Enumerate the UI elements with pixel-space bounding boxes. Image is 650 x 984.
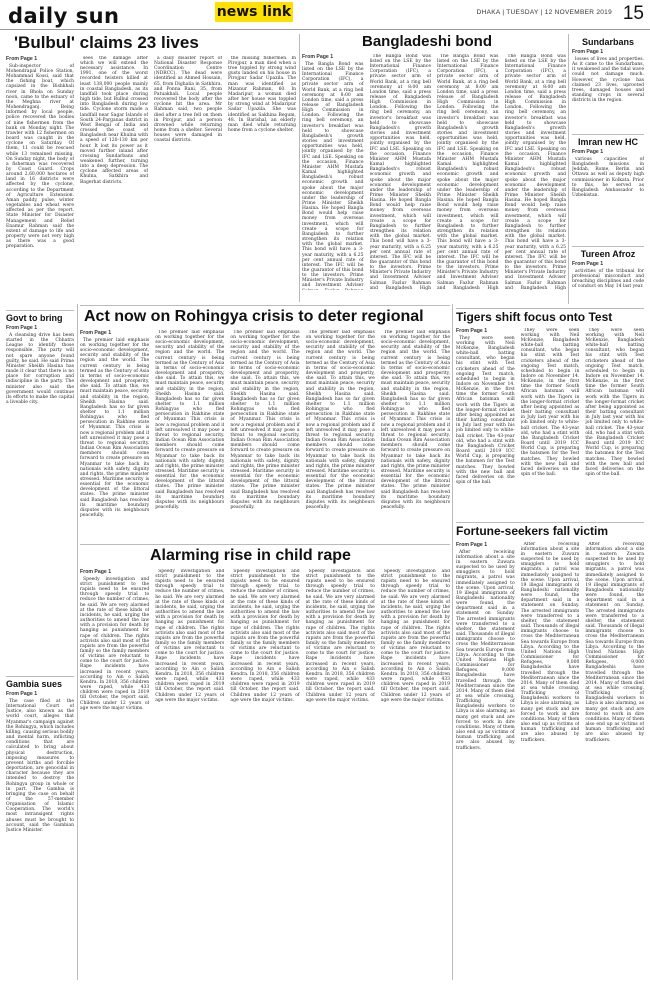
article-text: losses of lives and properties. As it came to the Sundarbans, it weakened and the tidal wave could not damage much. However, the cyclone has claimed 23 lives, uprooted trees, damaged houses and standing crops in several districts in the region. (572, 57, 644, 104)
from-page-label: From Page 1 (572, 261, 604, 267)
article-text: After receiving information about a site in eastern Zuwara suspected to be used by smugglers to hold migrants, a patrol was immediately assigned to the scene. Upon arrival, 19 illegal immigrants of Bangladeshi nationality were found, the department said in a statement on Sunday. The arrested immigrants were transferred to a shelter, the statement said. Thousands of illegal immigrants choose to cross the Mediterranean Sea towards Europe from Libya. According to the United Nations High Commissioner for Refugees, 9,000 Bangladeshis have travelled through the Mediterranean since the 2014. Many of them died at sea while crossing. Trafficking of Bangladeshi workers to Libya is also alarming, as many get stuck and are forced to work in dire conditions. Many of them also end up as victims of human trafficking and are also abused by traffickers. (520, 541, 580, 743)
article-text: They were seen working with Neil McKenzie, Bangladesh white-ball batting consultant, who began his stint with Test cricketers ahead of the ongoing Test match, scheduled to begin in Indore on November 14. McKenzie, in the first time the former South African batsman will work with the Tigers in the longer-format cricket after being appointed as their batting consultant in July last year with his job limited only to white-ball cricket. The 43-year old, who had a stint with the Bangladesh Cricket Board until 2019 ICC World Cup, is preparing the batsmen for the Test matches. They bowled with the new ball and faced deliveries on the spin of the ball. (520, 327, 580, 477)
article-text: The premier laid emphasis on working together for the socio-economic development, security and stability of the region and the world. The current century is being termed as the Century of Asia in terms of socio-economic development and prosperity, she said. To attain this, we must maintain peace, security and stability in the region, Sheikh Hasina said. Bangladesh has so far given shelter to 1.1 million Rohingyas who fled persecution in Rakhine state of Myanmar. This crisis is now a regional problem and if left unresolved it may pose a threat to regional security. Indian Ocean Rim Association members should come forward to create pressure on Myanmar to take back its nationals with safety, dignity and rights, the prime minister stressed. Maritime security is essential for the economic development of the littoral states. The prime minister said Bangladesh has resolved its maritime boundary disputes with its neighbours peacefully. (380, 329, 450, 511)
article-text: A cleansing drive has been started in the Chhatra League to identify those responsible. The party will not spare anyone found guilty, he said. He said Prime Minister Sheikh Hasina has made it clear that there is no place for corruption and indiscipline in the party. The minister also said the government would continue its efforts to make the capital a liveable city. (6, 333, 74, 406)
article-text: The premier laid emphasis on working together for the socio-economic development, security and stability of the region and the world. The current century is being termed as the Century of Asia in terms of socio-economic development and prosperity, she said. To attain this, we must maintain peace, security and stability in the region, Sheikh Hasina said. Bangladesh has so far given shelter to 1.1 million Rohingyas who fled persecution in Rakhine state of Myanmar. This crisis is now a regional problem and if left unresolved it may pose a threat to regional security. Indian Ocean Rim Association members should come forward to create pressure on Myanmar to take back its nationals with safety, dignity and rights, the prime minister stressed. Maritime security is essential for the economic development of the littoral states. The prime minister said Bangladesh has resolved its maritime boundary disputes with its neighbours peacefully. (305, 329, 375, 511)
from-page-label: From Page 1 (80, 568, 112, 575)
article-text: After receiving information about a site in eastern Zuwara suspected to be used by smugglers to hold migrants, a patrol was immediately assigned to the scene. Upon arrival, 19 illegal immigrants of Bangladeshi nationality were found, the department said in a statement on Sunday. The arrested immigrants were transferred to a shelter, the statement said. Thousands of illegal immigrants choose to cross the Mediterranean Sea towards Europe from Libya. According to the United Nations High Commissioner for Refugees, 9,000 Bangladeshis have travelled through the Mediterranean since the 2014. Many of them died at sea while crossing. Trafficking of Bangladeshi workers to Libya is also alarming, as many get stuck and are forced to work in dire conditions. Many of them also end up as victims of human trafficking and are also abused by traffickers. (585, 541, 644, 743)
masthead (0, 0, 650, 30)
from-page-label: From Page 1 (6, 55, 38, 62)
article-text: sees the damage after which we will extend the necessary assistance. In 1991, one of the worst recorded twisters killed at least 138,000 people mainly in coastal Bangladesh, as its landfall took place during high tide, but Bulbul crossed into Bangladesh during low tide. Cyclone storm made a landfall near Sagar Islands of South 24-Parganas district in West Bengal of India and crossed the coast of Bangladesh near Khulna with a speed of 120-130 km per hour. It lost its power as it moved further inland after crossing Sundarbans and weakened further, turning into a deep depression. The cyclone affected areas of Khulna, Satkhira and Bagerhat districts. (80, 55, 148, 185)
newspaper-brand: daily sun (8, 4, 120, 28)
headline-bangladeshi-bond: Bangladeshi bond (362, 34, 493, 50)
from-page-label: From Page 1 (572, 49, 604, 55)
article-text: The Bangla Bond was listed on the LSE by the International Finance Corporation (IFC), a private sector arm of World Bank, at a ring bell ceremony at 8:00 am London time, said a press release of Bangladesh High Commission in London. Following the ring bell ceremony, an investor's breakfast was held to showcase Bangladesh's growth stories and investment opportunities was held, jointly organised by the IFC and LSE. Speaking on the occasion, Finance Minister AHM Mustafa Kamal highlighted Bangladesh's robust economic growth and spoke about the major economic development under the leadership of Prime Minister Sheikh Hasina. He hoped Bangla Bond would help raise money from overseas investment, which will create a scope for Bangladesh to further strengthen its relation with the global market. This bond will have a 3-year maturity, with a 6.25 per cent annual rate of interest. The IFC will be the guarantor of this bond to the investors. Prime Minister's Private Industry and Investment Adviser (302, 61, 364, 289)
from-page-label: From Page 1 (6, 691, 38, 697)
article-imran (572, 134, 644, 244)
headline-fortune-seekers: Fortune-seekers fall victim (456, 524, 609, 538)
article-text: The premier laid emphasis on working together for the socio-economic development, security and stability of the region and the world. The current century is being termed as the Century of Asia in terms of socio-economic development and prosperity, she said. To attain this, we must maintain peace, security and stability in the region, Sheikh Hasina said. Bangladesh has so far given shelter to 1.1 million Rohingyas who fled persecution in Rakhine state of Myanmar. This crisis is now a regional problem and if left unresolved it may pose a threat to regional security. Indian Ocean Rim Association members should come forward to create pressure on Myanmar to take back its nationals with safety, dignity and rights, the prime minister stressed. Maritime security is essential for the economic development of the littoral states. The prime minister said Bangladesh has resolved its maritime boundary disputes with its neighbours peacefully. (230, 329, 300, 511)
article-text: the missing fishermen. In Pirojpur, a man died when a tree toppled by strong wind gusts landed on his house in Pirojpur Sadar Upazila. The man was identified as Mizanur Rahman, 60. In Madaripur, a woman died after her house was toppled by strong wind at Madaripur Sadar Upazila. She was identified as Sakhina Begum, 48. In Barishal, an elderly man died while returning home from a cyclone shelter. (228, 55, 296, 134)
article-text: The Bangla Bond was listed on the LSE by the International Finance Corporation (IFC), a private sector arm of World Bank, at a ring bell ceremony at 8:00 am London time, said a press release of Bangladesh High Commission in London. Following the ring bell ceremony, an investor's breakfast was held to showcase Bangladesh's growth stories and investment opportunities was held, jointly organised by the IFC and LSE. Speaking on the occasion, Finance Minister AHM Mustafa Kamal highlighted Bangladesh's robust economic growth and spoke about the major economic development under the leadership of Prime Minister Sheikh Hasina. He hoped Bangla Bond would help raise money from overseas investment, which will create a scope for Bangladesh to further strengthen its relation with the global market. This bond will have a 3-year maturity, with a 6.25 per cent annual rate of interest. The IFC will be the guarantor of this bond to the investors. Prime Minister's Private Industry and Investment Adviser Salman Fazlur Rahman and Bangladesh High (504, 53, 566, 290)
article-text: Speedy investigation and strict punishment to the rapists need to be ensured through speedy trial to reduce the number of crimes, he said. We are very alarmed at the rate of these kinds of incidents, he said, urging the authorities to amend the law with a provision for death by hanging as punishment for rape of children. The rights activists also said most of the rapists are from the powerful family so the family members of victims are reluctant to come to the court for justice. Rape incidents have increased in recent years, according to Ain o Salish Kendra. In 2018, 356 children were raped, while 433 children were raped in 2019 till October, the report said. Children under 12 years of age were the major victims. (80, 576, 150, 711)
headline-tigers: Tigers shift focus onto Test (456, 310, 613, 324)
subhead-govt: Govt to bring (6, 313, 63, 323)
headline-child-rape: Alarming rise in child rape (150, 547, 351, 564)
from-page-label: From Page 1 (6, 325, 38, 331)
article-text: After receiving information about a site in eastern Zuwara suspected to be used by smugglers to hold migrants, a patrol was immediately assigned to the scene. Upon arrival, 19 illegal immigrants of Bangladeshi nationality were found, the department said in a statement on Sunday. The arrested immigrants were transferred to a shelter, the statement said. Thousands of illegal immigrants choose to cross the Mediterranean Sea towards Europe from Libya. According to the United Nations High Commissioner for Refugees, 9,000 Bangladeshis have travelled through the Mediterranean since the 2014. Many of them died at sea while crossing. Trafficking of Bangladeshi workers to Libya is also alarming, as many get stuck and are forced to work in dire conditions. Many of them also end up as victims of human trafficking and are also abused by traffickers. (456, 549, 515, 751)
article-text: Speedy investigation and strict punishment to the rapists need to be ensured through speedy trial to reduce the number of crimes, he said. We are very alarmed at the rate of these kinds of incidents, he said, urging the authorities to amend the law with a provision for death by hanging as punishment for rape of children. The rights activists also said most of the rapists are from the powerful family so the family members of victims are reluctant to come to the court for justice. Rape incidents have increased in recent years, according to Ain o Salish Kendra. In 2018, 356 children were raped, while 433 children were raped in 2019 till October, the report said. Children under 12 years of age were the major victims. (380, 568, 450, 703)
article-bangladeshi-bond (302, 34, 566, 296)
article-text: They were seen working with Neil McKenzie, Bangladesh white-ball batting consultant, who began his stint with Test cricketers ahead of the ongoing Test match, scheduled to begin in Indore on November 14. McKenzie, in the first time the former South African batsman will work with the Tigers in the longer-format cricket after being appointed as their batting consultant in July last year with his job limited only to white-ball cricket. The 43-year old, who had a stint with the Bangladesh Cricket Board until 2019 ICC World Cup, is preparing the batsmen for the Test matches. They bowled with the new ball and faced deliveries on the spin of the ball. (456, 335, 515, 485)
article-text: a daily disaster report of National Disaster Response Coordination Centre (NDRCC). The dead were identified as Ahmed Hossain, 65, from Dighalia in Satkhira, and Ponna Rani, 35, from Patuakhali. Local people recovered the body after the cyclone hit the area. Mr Rahman said, two people died after a tree fell on them in Pirojpur, and a person drowned while returning home from a shelter. Several houses were damaged in coastal districts. (154, 55, 222, 144)
from-page-label: From Page 1 (572, 149, 604, 155)
article-govt (6, 310, 74, 670)
section-label: news link (216, 4, 292, 20)
article-sundarbans (572, 34, 644, 130)
subhead-imran: Imran new HC (577, 137, 638, 147)
article-text: Speedy investigation and strict punishment to the rapists need to be ensured through speedy trial to reduce the number of crimes, he said. We are very alarmed at the rate of these kinds of incidents, he said, urging the authorities to amend the law with a provision for death by hanging as punishment for rape of children. The rights activists also said most of the rapists are from the powerful family so the family members of victims are reluctant to come to the court for justice. Rape incidents have increased in recent years, according to Ain o Salish Kendra. In 2018, 356 children were raped, while 433 children were raped in 2019 till October, the report said. Children under 12 years of age were the major victims. (230, 568, 300, 703)
article-fortune-seekers (456, 522, 644, 978)
article-child-rape (80, 544, 450, 978)
from-page-label: From Page 1 (456, 541, 488, 548)
article-text: They were seen working with Neil McKenzie, Bangladesh white-ball batting consultant, who began his stint with Test cricketers ahead of the ongoing Test match, scheduled to begin in Indore on November 14. McKenzie, in the first time the former South African batsman will work with the Tigers in the longer-format cricket after being appointed as their batting consultant in July last year with his job limited only to white-ball cricket. The 43-year old, who had a stint with the Bangladesh Cricket Board until 2019 ICC World Cup, is preparing the batsmen for the Test matches. They bowled with the new ball and faced deliveries on the spin of the ball. (585, 327, 644, 477)
article-text: Speedy investigation and strict punishment to the rapists need to be ensured through speedy trial to reduce the number of crimes, he said. We are very alarmed at the rate of these kinds of incidents, he said, urging the authorities to amend the law with a provision for death by hanging as punishment for rape of children. The rights activists also said most of the rapists are from the powerful family so the family members of victims are reluctant to come to the court for justice. Rape incidents have increased in recent years, according to Ain o Salish Kendra. In 2018, 356 children were raped, while 433 children were raped in 2019 till October, the report said. Children under 12 years of age were the major victims. (155, 568, 225, 703)
article-text: The premier laid emphasis on working together for the socio-economic development, security and stability of the region and the world. The current century is being termed as the Century of Asia in terms of socio-economic development and prosperity, she said. To attain this, we must maintain peace, security and stability in the region, Sheikh Hasina said. Bangladesh has so far given shelter to 1.1 million Rohingyas who fled persecution in Rakhine state of Myanmar. This crisis is now a regional problem and if left unresolved it may pose a threat to regional security. Indian Ocean Rim Association members should come forward to create pressure on Myanmar to take back its nationals with safety, dignity and rights, the prime minister stressed. Maritime security is essential for the economic development of the littoral states. The prime minister said Bangladesh has resolved its maritime boundary disputes with its neighbours peacefully. (155, 329, 225, 511)
subhead-tureen: Tureen Afroz (580, 249, 636, 259)
headline-bulbul: 'Bulbul' claims 23 lives (14, 34, 199, 52)
article-tureen (572, 246, 644, 306)
dateline: DHAKA | TUESDAY | 12 NOVEMBER 2019 (476, 9, 612, 16)
headline-rohingya: Act now on Rohingya crisis to deter regional (84, 308, 424, 325)
article-text: The Bangla Bond was listed on the LSE by the International Finance Corporation (IFC), a private sector arm of World Bank, at a ring bell ceremony at 8:00 am London time, said a press release of Bangladesh High Commission in London. Following the ring bell ceremony, an investor's breakfast was held to showcase Bangladesh's growth stories and investment opportunities was held, jointly organised by the IFC and LSE. Speaking on the occasion, Finance Minister AHM Mustafa Kamal highlighted Bangladesh's robust economic growth and spoke about the major economic development under the leadership of Prime Minister Sheikh Hasina. He hoped Bangla Bond would help raise money from overseas investment, which will create a scope for Bangladesh to further strengthen its relation with the global market. This bond will have a 3-year maturity, with a 6.25 per cent annual rate of interest. The IFC will be the guarantor of this bond to the investors. Prime Minister's Private Industry and Investment Adviser Salman Fazlur Rahman and Bangladesh High (437, 53, 499, 290)
article-tigers (456, 308, 644, 518)
article-text: Speedy investigation and strict punishment to the rapists need to be ensured through speedy trial to reduce the number of crimes, he said. We are very alarmed at the rate of these kinds of incidents, he said, urging the authorities to amend the law with a provision for death by hanging as punishment for rape of children. The rights activists also said most of the rapists are from the powerful family so the family members of victims are reluctant to come to the court for justice. Rape incidents have increased in recent years, according to Ain o Salish Kendra. In 2018, 356 children were raped, while 433 children were raped in 2019 till October, the report said. Children under 12 years of age were the major victims. (305, 568, 375, 703)
article-text: The premier laid emphasis on working together for the socio-economic development, security and stability of the region and the world. The current century is being termed as the Century of Asia in terms of socio-economic development and prosperity, she said. To attain this, we must maintain peace, security and stability in the region, Sheikh Hasina said. Bangladesh has so far given shelter to 1.1 million Rohingyas who fled persecution in Rakhine state of Myanmar. This crisis is now a regional problem and if left unresolved it may pose a threat to regional security. Indian Ocean Rim Association members should come forward to create pressure on Myanmar to take back its nationals with safety, dignity and rights, the prime minister stressed. Maritime security is essential for the economic development of the littoral states. The prime minister said Bangladesh has resolved its maritime boundary disputes with its neighbours peacefully. (80, 337, 150, 519)
article-text: The case filed at the International Court of Justice, also known as the world court, alleges that Myanmar's campaign against the Rohingya, which includes killing, causing serious bodily and mental harm, inflicting conditions that are calculated to bring about physical destruction, imposing measures to prevent births and forcible deportation, are genocidal in character because they are intended to destroy the Rohingya group in whole or in part. The Gambia is bringing the case on behalf of the 57-member Organisation of Islamic Cooperation. The world's most intransigent rights abuses must be brought to account, said the Gambian Justice Minister. (6, 699, 74, 833)
page-number: 15 (622, 3, 644, 24)
article-text: The Bangla Bond was listed on the LSE by the International Finance Corporation (IFC), a private sector arm of World Bank, at a ring bell ceremony at 8:00 am London time, said a press release of Bangladesh High Commission in London. Following the ring bell ceremony, an investor's breakfast was held to showcase Bangladesh's growth stories and investment opportunities was held, jointly organised by the IFC and LSE. Speaking on the occasion, Finance Minister AHM Mustafa Kamal highlighted Bangladesh's robust economic growth and spoke about the major economic development under the leadership of Prime Minister Sheikh Hasina. He hoped Bangla Bond would help raise money from overseas investment, which will create a scope for Bangladesh to further strengthen its relation with the global market. This bond will have a 3-year maturity, with a 6.25 per cent annual rate of interest. The IFC will be the guarantor of this bond to the investors. Prime Minister's Private Industry and Investment Adviser Salman Fazlur Rahman and Bangladesh High (369, 53, 431, 290)
article-rohingya (80, 305, 450, 535)
article-text: Sub-inspector of Mohendrapal Police Station, Mohammad Kossi, said that the fishing boat, which capsized in the Bishkhali river in Bhola on Sunday noon, came to the estuary of the Meghna river at Mohendraganj. Being informed by local people, police recovered the bodies of nine fishermen from the bank on Monday night. The trawler with 12 fishermen on board was caught in the cyclone on Saturday. Of them, 11 could be rescued while 13 remained missing. On Sunday night, the body of a fisherman was recovered by Coast Guard. Crops around 2,60,000 hectares of land in 16 districts were affected by the cyclone, according to the Department of Agriculture Extension. Aman paddy, pulse, winter vegetables and wheat were affected as per the report. State Minister for Disaster Management and Relief Enamur Rahman said the extent of damage to life and property were not very high as there was a good preparation. (6, 63, 74, 250)
article-gambia (6, 676, 74, 976)
article-text: various capacities of Bangladesh missions in Jeddah, Rome, Berlin and Ottawa as well as deputy high commissioner in Kolkata. Prior to this, he served as Bangladesh Ambassador to Uzbekistan. (572, 157, 644, 199)
from-page-label: From Page 1 (80, 329, 112, 336)
subhead-gambia: Gambia sues (6, 679, 63, 689)
article-text: activities of the tribunal for professional misconduct and breaching disciplines and code of conduct on May 14 last year. (572, 269, 644, 290)
from-page-label: From Page 1 (456, 327, 488, 334)
from-page-label: From Page 1 (302, 53, 334, 60)
subhead-sundarbans: Sundarbans (581, 37, 634, 47)
